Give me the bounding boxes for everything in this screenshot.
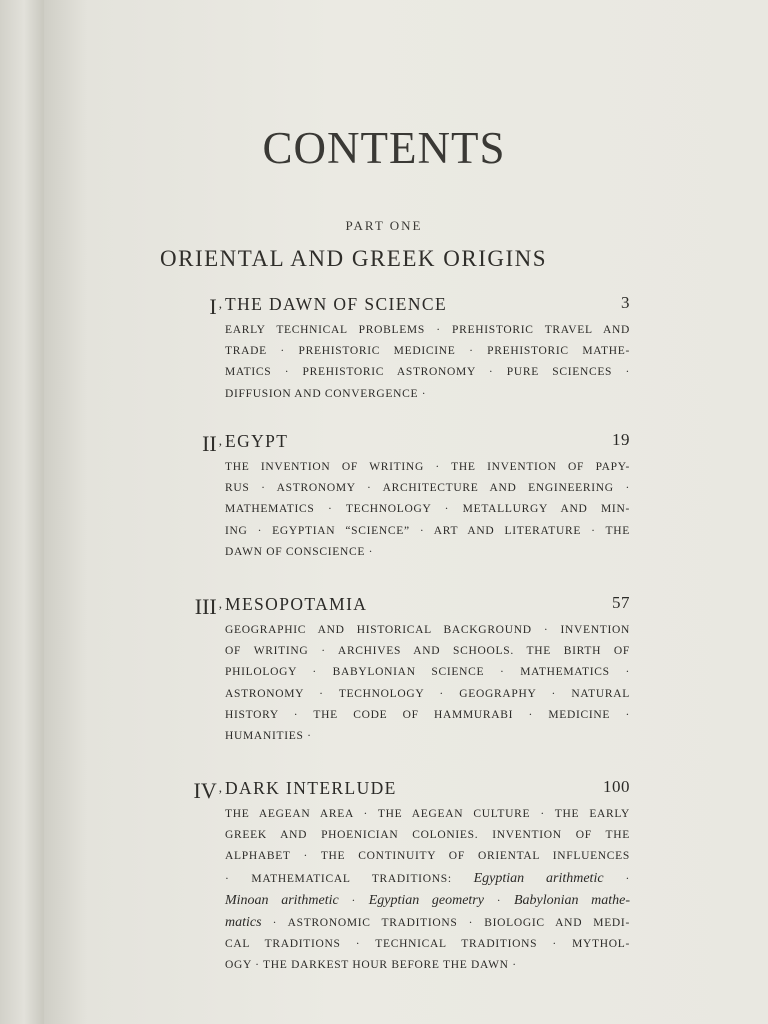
topic-line: THE AEGEAN AREA · THE AEGEAN CULTURE · THE EARLY — [225, 808, 630, 820]
chapter-title: EGYPT — [225, 431, 289, 451]
chapter-topics — [225, 620, 630, 747]
topic-line: HISTORY · THE CODE OF HAMMURABI · MEDICINE · — [225, 708, 630, 721]
topic-line: MATHEMATICS · TECHNOLOGY · METALLURGY AND MIN- — [225, 503, 630, 516]
chapter-page-number: 19 — [612, 430, 630, 449]
topic-line: HUMANITIES · — [225, 730, 312, 743]
part-title: ORIENTAL AND GREEK ORIGINS — [160, 246, 548, 271]
topic-line: matics · ASTRONOMIC TRADITIONS · BIOLOGIC AND MEDI- — [225, 915, 630, 931]
topic-line: Minoan arithmetic · Egyptian geometry · Babylonian mathe- — [225, 892, 631, 908]
topic-line: GREEK AND PHOENICIAN COLONIES. INVENTION OF THE — [225, 829, 630, 842]
topic-line: OF WRITING · ARCHIVES AND SCHOOLS. THE BIRTH OF — [225, 645, 630, 658]
part-label: PART ONE — [345, 218, 423, 233]
topic-line: THE INVENTION OF WRITING · THE INVENTION OF PAPY- — [225, 461, 630, 473]
topic-line: PHILOLOGY · BABYLONIAN SCIENCE · MATHEMATICS · — [225, 666, 630, 679]
chapter-page-number: 3 — [621, 293, 630, 312]
topic-line: OGY · THE DARKEST HOUR BEFORE THE DAWN · — [225, 959, 517, 972]
page-title: CONTENTS — [262, 123, 506, 173]
topic-line: · MATHEMATICAL TRADITIONS: Egyptian arithmetic · — [225, 870, 630, 886]
topic-line: ING · EGYPTIAN “SCIENCE” · ART AND LITERATURE · THE — [225, 524, 630, 537]
topic-line: GEOGRAPHIC AND HISTORICAL BACKGROUND · INVENTION — [225, 624, 630, 636]
topic-line: ALPHABET · THE CONTINUITY OF ORIENTAL INFLUENCES — [225, 850, 630, 863]
chapter-topics — [225, 804, 630, 977]
chapter-numeral: III , — [194, 594, 222, 619]
chapter-title: DARK INTERLUDE — [225, 778, 397, 798]
topic-line: MATICS · PREHISTORIC ASTRONOMY · PURE SCIENCES · — [225, 366, 630, 379]
chapter-numeral: IV , — [193, 778, 222, 803]
topic-line: DAWN OF CONSCIENCE · — [225, 545, 374, 558]
topic-line: CAL TRADITIONS · TECHNICAL TRADITIONS · MYTHOL- — [225, 938, 630, 951]
topic-line: TRADE · PREHISTORIC MEDICINE · PREHISTORIC MATHE- — [225, 345, 630, 358]
topic-line: RUS · ASTRONOMY · ARCHITECTURE AND ENGINEERING · — [225, 482, 630, 495]
chapter-topics — [225, 457, 630, 563]
topic-line: EARLY TECHNICAL PROBLEMS · PREHISTORIC TRAVEL AND — [225, 324, 630, 336]
topic-line: DIFFUSION AND CONVERGENCE · — [225, 387, 427, 400]
topic-line: ASTRONOMY · TECHNOLOGY · GEOGRAPHY · NATURAL — [225, 687, 630, 700]
chapter-page-number: 100 — [603, 777, 630, 796]
chapter-title: THE DAWN OF SCIENCE — [225, 294, 448, 314]
chapter-topics — [225, 320, 630, 405]
chapter-numeral: II , — [202, 431, 222, 456]
chapter-page-number: 57 — [612, 593, 630, 612]
chapter-numeral: I , — [209, 294, 222, 319]
chapter-title: MESOPOTAMIA — [225, 594, 368, 614]
